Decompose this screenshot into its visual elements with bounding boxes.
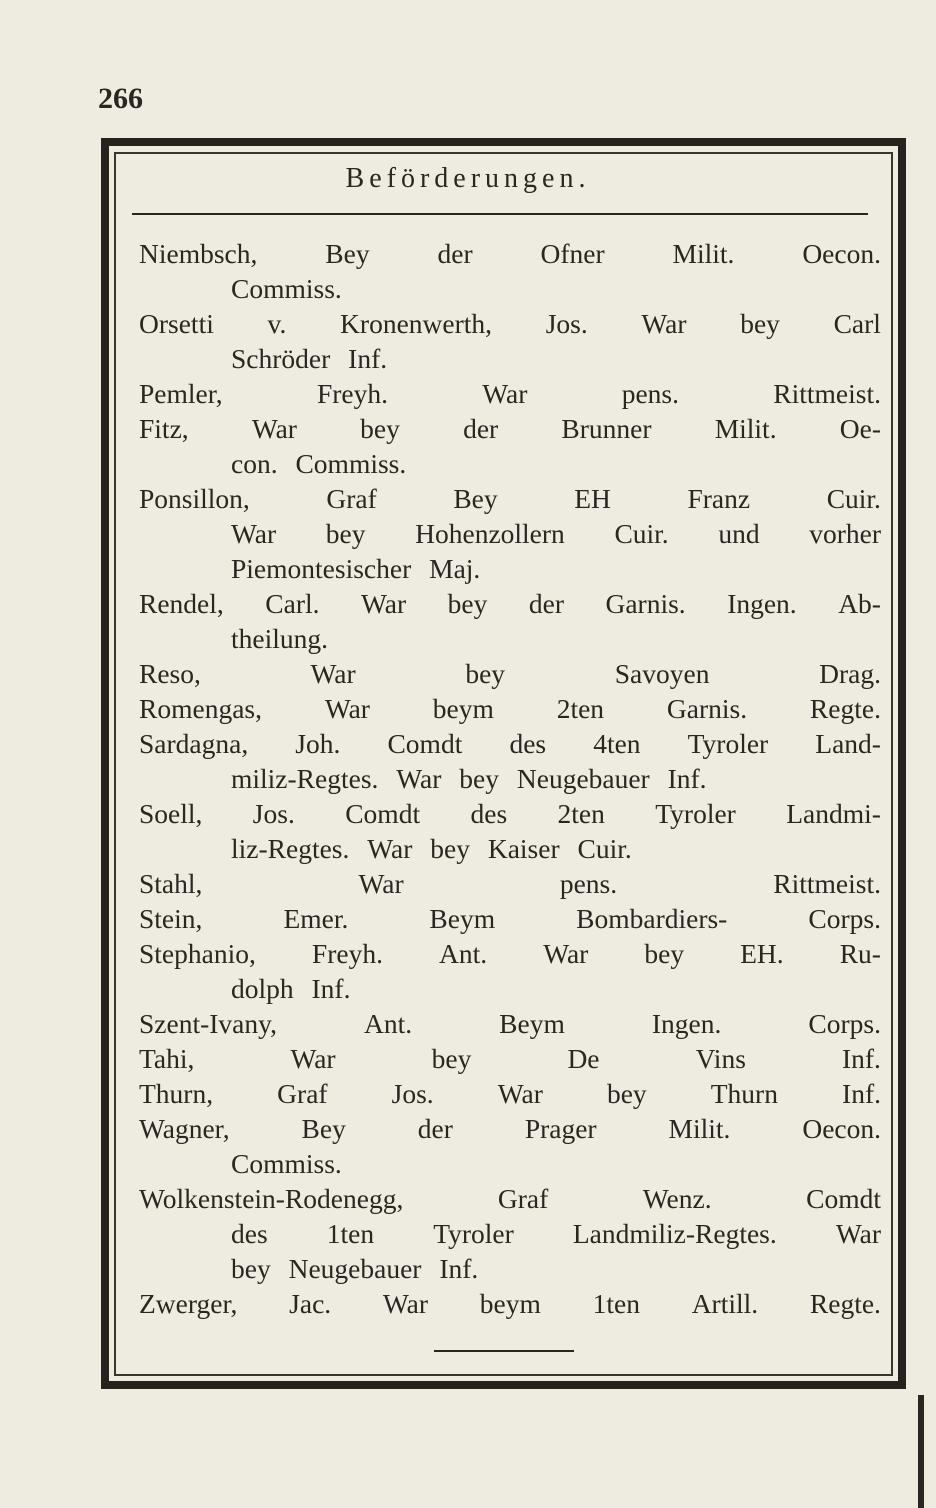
- word: pens.: [559, 868, 618, 899]
- word: Graf: [497, 1183, 549, 1214]
- entry: [139, 936, 881, 1006]
- entry: [139, 481, 881, 586]
- word: Tyroler: [687, 728, 769, 759]
- word: Fitz,: [139, 413, 189, 444]
- word: War: [251, 413, 297, 444]
- word: Kaiser: [487, 833, 560, 864]
- word: Beym: [429, 903, 496, 934]
- word: Franz: [687, 483, 751, 514]
- entry: [139, 306, 881, 376]
- word: Inf.: [439, 1253, 479, 1284]
- word: War: [835, 1218, 881, 1249]
- word: Oecon.: [802, 1113, 881, 1144]
- word: 2ten: [556, 693, 605, 724]
- word: Drag.: [819, 658, 881, 689]
- word: Szent-Ivany,: [139, 1008, 277, 1039]
- word: War: [324, 693, 370, 724]
- word: Land-: [815, 728, 881, 759]
- word: Schröder: [231, 343, 331, 374]
- word: Wenz.: [642, 1183, 712, 1214]
- word: der: [463, 413, 499, 444]
- word: miliz-Regtes.: [231, 763, 379, 794]
- word: Wolkenstein-Rodenegg,: [139, 1183, 404, 1214]
- word: dolph: [231, 973, 294, 1004]
- word: Commiss.: [295, 448, 407, 479]
- word: Bey: [301, 1113, 346, 1144]
- word: Pemler,: [139, 378, 223, 409]
- word: Jac.: [289, 1288, 332, 1319]
- word: Prager: [524, 1113, 597, 1144]
- word: bey: [644, 938, 685, 969]
- entry: [139, 726, 881, 796]
- word: beym: [479, 1288, 541, 1319]
- word: Corps.: [808, 1008, 881, 1039]
- entry-line: [139, 1041, 881, 1076]
- word: des: [231, 1218, 268, 1249]
- entry: [139, 691, 881, 726]
- entry: [139, 1006, 881, 1041]
- entry: [139, 411, 881, 481]
- word: Cuir.: [577, 833, 632, 864]
- entry-line: [139, 236, 881, 271]
- word: v.: [267, 308, 287, 339]
- entry: [139, 1286, 881, 1321]
- entry: [139, 1111, 881, 1181]
- word: vorher: [809, 518, 881, 549]
- word: Emer.: [283, 903, 349, 934]
- word: Cuir.: [826, 483, 881, 514]
- word: Commiss.: [231, 1148, 342, 1179]
- word: Ant.: [439, 938, 488, 969]
- entry-line: [139, 1181, 881, 1216]
- word: Wagner,: [139, 1113, 230, 1144]
- word: und: [718, 518, 760, 549]
- entry: [139, 586, 881, 656]
- word: Rendel,: [139, 588, 224, 619]
- word: Cuir.: [614, 518, 669, 549]
- word: Garnis.: [605, 588, 686, 619]
- word: der: [417, 1113, 453, 1144]
- word: Bey: [325, 238, 370, 269]
- word: 1ten: [326, 1218, 375, 1249]
- word: bey: [465, 658, 506, 689]
- word: Jos.: [545, 308, 588, 339]
- entry-line: [139, 901, 881, 936]
- word: pens.: [621, 378, 679, 409]
- word: Landmiliz-Regtes.: [572, 1218, 777, 1249]
- word: Stahl,: [139, 868, 203, 899]
- entry-continuation-line: [139, 1216, 881, 1251]
- entry-line: [139, 376, 881, 411]
- word: Oecon.: [802, 238, 881, 269]
- word: 1ten: [592, 1288, 640, 1319]
- word: des: [509, 728, 547, 759]
- entry-continuation-line: [139, 621, 881, 656]
- word: Maj.: [429, 553, 481, 584]
- word: Joh.: [295, 728, 341, 759]
- word: Zwerger,: [139, 1288, 238, 1319]
- word: Regte.: [809, 693, 881, 724]
- word: Beym: [499, 1008, 565, 1039]
- entry-line: [139, 796, 881, 831]
- word: Thurn: [710, 1078, 778, 1109]
- word: War: [641, 308, 687, 339]
- word: Bey: [453, 483, 498, 514]
- word: Inf.: [311, 973, 351, 1004]
- word: Milit.: [714, 413, 777, 444]
- word: War: [367, 833, 413, 864]
- word: des: [470, 798, 508, 829]
- word: 2ten: [557, 798, 605, 829]
- word: Ingen.: [651, 1008, 722, 1039]
- word: Freyh.: [311, 938, 383, 969]
- word: bey: [430, 833, 470, 864]
- word: De: [567, 1043, 600, 1074]
- word: Carl.: [265, 588, 320, 619]
- word: Vins: [695, 1043, 746, 1074]
- entry: [139, 656, 881, 691]
- entry-continuation-line: [139, 831, 881, 866]
- word: der: [528, 588, 564, 619]
- entry: [139, 236, 881, 306]
- word: Rittmeist.: [773, 868, 881, 899]
- word: Romengas,: [139, 693, 262, 724]
- word: War: [543, 938, 589, 969]
- word: War: [396, 763, 442, 794]
- word: EH.: [740, 938, 784, 969]
- word: Milit.: [672, 238, 735, 269]
- word: Corps.: [808, 903, 881, 934]
- word: bey: [459, 763, 499, 794]
- entry-line: [139, 481, 881, 516]
- word: Regte.: [809, 1288, 881, 1319]
- entry-line: [139, 1076, 881, 1111]
- word: Inf.: [841, 1043, 881, 1074]
- word: Tyroler: [433, 1218, 514, 1249]
- entry-line: [139, 656, 881, 691]
- word: Inf.: [842, 1078, 881, 1109]
- word: Landmi-: [786, 798, 881, 829]
- word: Savoyen: [614, 658, 710, 689]
- word: War: [310, 658, 356, 689]
- word: War: [231, 518, 277, 549]
- entry-continuation-line: [139, 516, 881, 551]
- end-rule: [434, 1350, 574, 1352]
- word: Niembsch,: [139, 238, 258, 269]
- word: Jos.: [252, 798, 295, 829]
- word: EH: [574, 483, 611, 514]
- entry-continuation-line: [139, 1251, 881, 1286]
- entry: [139, 866, 881, 901]
- entry-continuation-line: [139, 1146, 881, 1181]
- word: Neugebauer: [516, 763, 650, 794]
- word: bey: [447, 588, 488, 619]
- word: 4ten: [593, 728, 641, 759]
- word: Jos.: [391, 1078, 434, 1109]
- word: Kronenwerth,: [340, 308, 493, 339]
- word: bey: [325, 518, 366, 549]
- word: bey: [231, 1253, 271, 1284]
- entry-continuation-line: [139, 446, 881, 481]
- entry: [139, 901, 881, 936]
- word: bey: [360, 413, 400, 444]
- word: con.: [231, 448, 278, 479]
- word: Ru-: [839, 938, 881, 969]
- word: Garnis.: [666, 693, 748, 724]
- entry-line: [139, 866, 881, 901]
- entry-line: [139, 936, 881, 971]
- word: Graf: [326, 483, 377, 514]
- word: theilung.: [231, 623, 329, 654]
- word: War: [361, 588, 407, 619]
- entry-list: [139, 236, 881, 1321]
- entry-line: [139, 1286, 881, 1321]
- word: der: [437, 238, 473, 269]
- page-number: 266: [98, 82, 143, 115]
- entry-line: [139, 586, 881, 621]
- word: Tahi,: [139, 1043, 195, 1074]
- word: War: [358, 868, 404, 899]
- word: Artill.: [691, 1288, 759, 1319]
- word: Hohenzollern: [415, 518, 565, 549]
- entry-line: [139, 726, 881, 761]
- word: Tyroler: [655, 798, 736, 829]
- word: Milit.: [668, 1113, 731, 1144]
- word: Ab-: [838, 588, 881, 619]
- word: Neugebauer: [288, 1253, 422, 1284]
- entry-line: [139, 691, 881, 726]
- word: Ant.: [364, 1008, 413, 1039]
- word: beym: [432, 693, 494, 724]
- word: Commiss.: [231, 273, 342, 304]
- word: Ofner: [540, 238, 605, 269]
- word: War: [290, 1043, 336, 1074]
- word: Orsetti: [139, 308, 214, 339]
- word: Inf.: [348, 343, 388, 374]
- word: Thurn,: [139, 1078, 214, 1109]
- word: Stein,: [139, 903, 203, 934]
- heading-rule: [132, 213, 868, 215]
- word: Comdt: [806, 1183, 881, 1214]
- entry-line: [139, 306, 881, 341]
- entry-continuation-line: [139, 761, 881, 796]
- word: Piemontesischer: [231, 553, 412, 584]
- word: Brunner: [561, 413, 652, 444]
- entry-continuation-line: [139, 551, 881, 586]
- entry: [139, 796, 881, 866]
- word: Graf: [277, 1078, 328, 1109]
- binding-rule: [918, 1395, 924, 1508]
- word: Rittmeist.: [773, 378, 881, 409]
- entry-line: [139, 1111, 881, 1146]
- word: Reso,: [139, 658, 201, 689]
- word: bey: [740, 308, 780, 339]
- word: War: [382, 1288, 429, 1319]
- word: Ingen.: [727, 588, 797, 619]
- word: Stephanio,: [139, 938, 256, 969]
- word: bey: [431, 1043, 472, 1074]
- entry-line: [139, 1006, 881, 1041]
- entry: [139, 1041, 881, 1076]
- word: Freyh.: [316, 378, 388, 409]
- word: liz-Regtes.: [231, 833, 350, 864]
- word: Carl: [833, 308, 881, 339]
- word: Oe-: [839, 413, 881, 444]
- word: Comdt: [345, 798, 421, 829]
- entry-continuation-line: [139, 971, 881, 1006]
- word: Comdt: [387, 728, 463, 759]
- entry-line: [139, 411, 881, 446]
- word: Soell,: [139, 798, 203, 829]
- entry: [139, 1181, 881, 1286]
- word: War: [497, 1078, 543, 1109]
- word: Sardagna,: [139, 728, 249, 759]
- entry-continuation-line: [139, 341, 881, 376]
- word: Bombardiers-: [576, 903, 728, 934]
- word: bey: [606, 1078, 647, 1109]
- word: War: [482, 378, 528, 409]
- word: Inf.: [667, 763, 707, 794]
- word: Ponsillon,: [139, 483, 250, 514]
- entry: [139, 376, 881, 411]
- entry-continuation-line: [139, 271, 881, 306]
- entry: [139, 1076, 881, 1111]
- section-heading: Beförderungen.: [345, 163, 591, 194]
